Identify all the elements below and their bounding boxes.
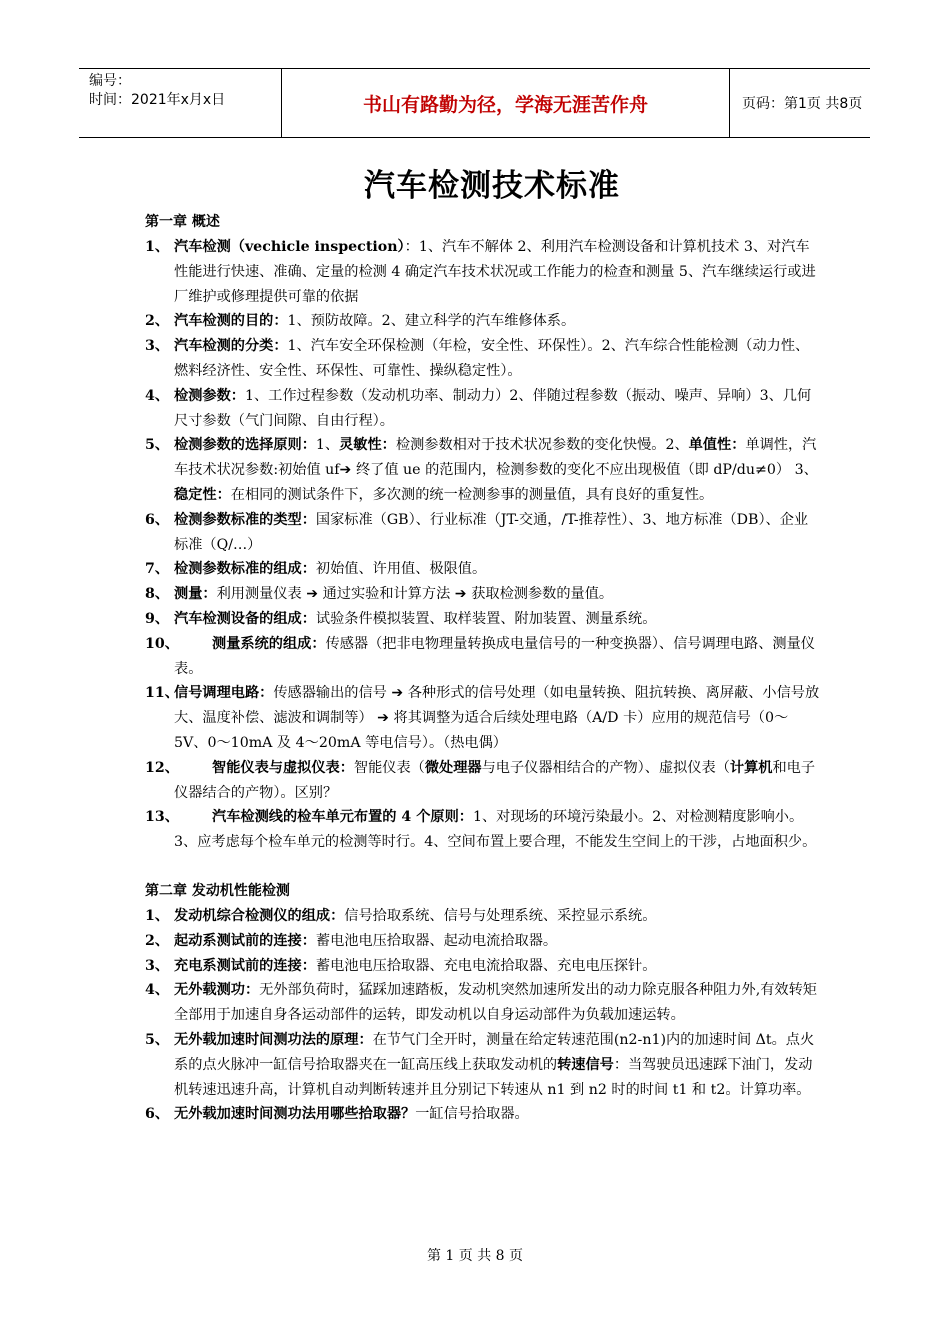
item-text: 在相同的测试条件下，多次测的统一检测参事的测量值，具有良好的重复性。 [230, 486, 714, 503]
chapter-1-heading: 第一章 概述 [145, 214, 220, 230]
bold-term: 无外载加速时间测功法用哪些拾取器？ [174, 1106, 416, 1123]
page-header [79, 68, 870, 138]
list-item-number: 3、 [145, 957, 170, 974]
list-item [145, 954, 821, 979]
list-item-number: 2、 [145, 932, 170, 949]
item-text: 1、 [315, 437, 340, 454]
list-item-number: 5、 [145, 437, 170, 454]
list-item [145, 805, 821, 855]
item-text: 传感器输出的信号 ➔ 各种形式的信号处理（如电量转换、阻抗转换、离屏蔽、小信号放大、温度补偿、滤波和调制等） ➔ 将其调整为适合后续处理电路（A/D 卡）应用的规范信号（0～5V、0～10mA 及 4～20mA 等电信号）。（热电偶） [174, 685, 820, 751]
bold-term: 转速信号 [557, 1056, 614, 1073]
document-title: 汽车检测技术标准 [364, 168, 620, 204]
bold-term: 智能仪表与虚拟仪表： [212, 759, 354, 776]
item-text: 试验条件模拟装置、取样装置、附加装置、测量系统。 [315, 610, 657, 627]
bold-term: 发动机综合检测仪的组成： [174, 907, 345, 924]
bold-term: 检测参数标准的组成： [174, 561, 316, 578]
list-item [145, 334, 821, 384]
list-item [145, 632, 821, 682]
list-item [145, 681, 821, 755]
list-item-number: 9、 [145, 610, 170, 627]
list-item [145, 384, 821, 434]
bold-term: 单值性： [688, 437, 746, 454]
item-text: 在节气门全开时，测量在给定转速范围(n2-n1)内的加速时间 Δt。点火系的点火脉冲一缸信号拾取器夹在一缸高压线上获取发动机的 [174, 1031, 815, 1073]
list-item [145, 904, 821, 929]
list-item [145, 433, 821, 507]
bold-term: 无外载测功： [174, 982, 260, 999]
document-code: 编号： [89, 73, 131, 89]
document-body [145, 210, 821, 1127]
bold-term: 起动系测试前的连接： [174, 932, 316, 949]
list-item [145, 582, 821, 607]
bold-term: 微处理器 [424, 759, 482, 776]
page-footer: 第 1 页 共 8 页 [426, 1248, 524, 1264]
item-text: 智能仪表（ [353, 759, 425, 776]
list-item [145, 235, 821, 309]
bold-term: 检测参数标准的类型： [174, 511, 316, 528]
list-item-number: 10、 [145, 635, 179, 652]
list-item-number: 13、 [145, 809, 179, 826]
item-text: 蓄电池电压拾取器、起动电流拾取器。 [315, 932, 558, 949]
list-item-number: 1、 [145, 907, 170, 924]
list-item [145, 309, 821, 334]
item-text: 一缸信号拾取器。 [415, 1106, 529, 1123]
bold-term: 检测参数的选择原则： [174, 437, 316, 454]
list-item [145, 978, 821, 1028]
list-item [145, 557, 821, 582]
list-item [145, 1102, 821, 1127]
bold-term: 稳定性： [174, 486, 231, 503]
item-text: 单调性，汽车技术状况参数:初始值 uf➔ 终了值 ue 的范围内，检测参数的变化不应出现极值（即 dP/du≠0） 3、 [174, 437, 818, 479]
bold-term: 充电系测试前的连接： [174, 957, 316, 974]
bold-term: 汽车检测线的检车单元布置的 4 个原则： [212, 809, 473, 826]
item-text: 无外部负荷时，猛踩加速踏板，发动机突然加速所发出的动力除克服各种阻力外,有效转矩全部用于加速自身各运动部件的运转，即发动机以自身运动部件为负载加速运转。 [174, 982, 817, 1024]
item-text: 与电子仪器相结合的产物）、虚拟仪表（ [481, 759, 730, 776]
bold-term: 测量系统的组成： [212, 635, 326, 652]
header-page-info: 页码：第1页 共8页 [742, 96, 863, 112]
item-text: 1、预防故障。2、建立科学的汽车维修体系。 [287, 313, 576, 330]
list-item [145, 607, 821, 632]
list-item-number: 6、 [145, 1106, 170, 1123]
chapter-2-list [145, 904, 821, 1127]
list-item-number: 4、 [145, 387, 170, 404]
bold-term: 汽车检测的分类： [174, 338, 288, 355]
bold-term: 无外载加速时间测功法的原理： [174, 1031, 373, 1048]
list-item-number: 7、 [145, 561, 170, 578]
list-item-number: 6、 [145, 511, 170, 528]
chapter-1-list [145, 235, 821, 855]
item-text: 检测参数相对于技术状况参数的变化快慢。2、 [395, 437, 689, 454]
list-item [145, 929, 821, 954]
section-gap [145, 855, 821, 879]
list-item [145, 1028, 821, 1102]
bold-term: 汽车检测（vechicle inspection） [174, 239, 405, 255]
bold-term: 检测参数： [174, 387, 245, 404]
bold-term: 计算机 [729, 759, 773, 776]
item-text: 信号拾取系统、信号与处理系统、采控显示系统。 [344, 907, 657, 924]
list-item [145, 508, 821, 558]
item-text: 蓄电池电压拾取器、充电电流拾取器、充电电压探针。 [315, 957, 657, 974]
bold-term: 汽车检测的目的： [174, 313, 288, 330]
list-item-number: 11、 [145, 685, 179, 702]
item-text: ：1、汽车不解体 2、利用汽车检测设备和计算机技术 3、对汽车性能进行快速、准确、定量的检测 4 确定汽车技术状况或工作能力的检查和测量 5、汽车继续运行或进厂维护或修理提供可靠的依据 [174, 239, 816, 305]
list-item-number: 8、 [145, 586, 170, 603]
list-item-number: 3、 [145, 338, 170, 355]
item-text: 传感器（把非电物理量转换成电量信号的一种变换器）、信号调理电路、测量仪表。 [174, 635, 815, 677]
list-item-number: 4、 [145, 982, 170, 999]
bold-term: 信号调理电路： [174, 685, 274, 702]
list-item-number: 12、 [145, 759, 179, 776]
item-text: 初始值、许用值、极限值。 [315, 561, 487, 578]
list-item-number: 5、 [145, 1031, 170, 1048]
item-text: 和电子仪器结合的产物）。区别？ [174, 759, 816, 801]
list-item-number: 1、 [145, 239, 170, 255]
header-motto: 书山有路勤为径，学海无涯苦作舟 [281, 69, 730, 137]
list-item-number: 2、 [145, 313, 170, 330]
list-item [145, 756, 821, 806]
item-text: 国家标准（GB）、行业标准（JT-交通，/T-推荐性）、3、地方标准（DB）、企业标准（Q/…） [174, 511, 809, 553]
bold-term: 汽车检测设备的组成： [174, 610, 316, 627]
item-text: ：当驾驶员迅速踩下油门，发动机转速迅速升高，计算机自动判断转速并且分别记下转速从 n1 到 n2 时的时间 t1 和 t2。计算功率。 [174, 1056, 813, 1098]
header-meta [79, 69, 281, 137]
chapter-2-heading: 第二章 发动机性能检测 [145, 882, 290, 899]
item-text: 1、工作过程参数（发动机功率、制动力）2、伴随过程参数（振动、噪声、异响）3、几何尺寸参数（气门间隙、自由行程）。 [174, 387, 812, 429]
bold-term: 灵敏性： [339, 437, 396, 454]
bold-term: 测量： [174, 586, 217, 603]
item-text: 1、对现场的环境污染最小。2、对检测精度影响小。3、应考虑每个检车单元的检测等时行。4、空间布置上要合理，不能发生空间上的干涉，占地面积少。 [174, 809, 817, 851]
document-date: 时间：2021年x月x日 [89, 92, 226, 108]
item-text: 利用测量仪表 ➔ 通过实验和计算方法 ➔ 获取检测参数的量值。 [216, 586, 614, 603]
item-text: 1、汽车安全环保检测（年检，安全性、环保性）。2、汽车综合性能检测（动力性、燃料经济性、安全性、环保性、可靠性、操纵稳定性）。 [174, 338, 810, 379]
